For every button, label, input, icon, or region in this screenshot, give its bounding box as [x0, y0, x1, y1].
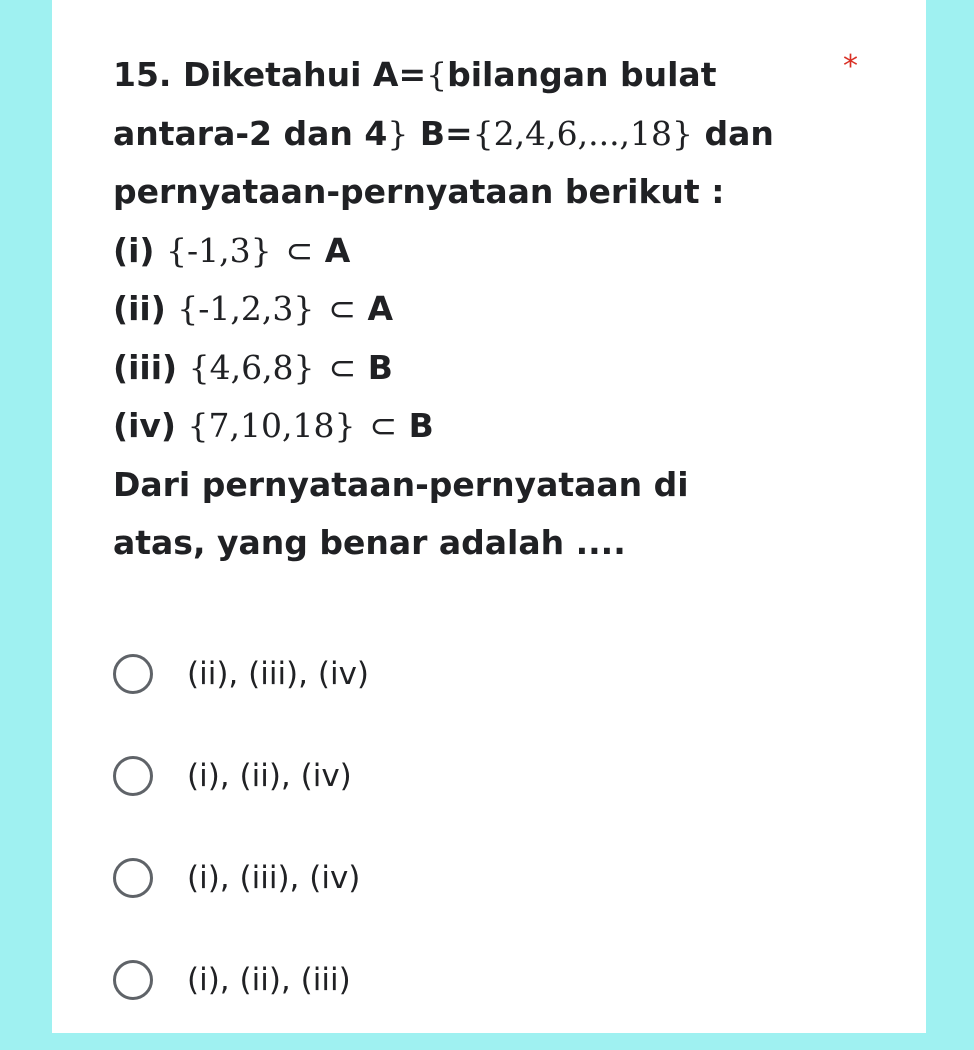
- question-text-part: B=: [408, 113, 473, 153]
- set-b-elements: {2,4,6,...,18}: [472, 113, 694, 153]
- option-label[interactable]: (i), (iii), (iv): [187, 860, 361, 896]
- question-text-part: pernyataan-pernyataan berikut :: [113, 172, 725, 211]
- statement-target-set: A: [313, 230, 351, 270]
- option-label[interactable]: (ii), (iii), (iv): [187, 656, 370, 692]
- radio-button-icon[interactable]: [113, 858, 153, 898]
- statement-set: {7,10,18}: [187, 406, 356, 445]
- radio-button-icon[interactable]: [113, 756, 153, 796]
- radio-button-icon[interactable]: [113, 654, 153, 694]
- question-line-1: [113, 46, 833, 105]
- statement-number: (i): [113, 230, 166, 270]
- question-line-2: [113, 105, 833, 164]
- subset-symbol: ⊂: [328, 347, 357, 387]
- statement-number: (ii): [113, 289, 178, 328]
- question-text: [113, 46, 833, 573]
- question-text-part: dan: [693, 113, 774, 153]
- set-brace: }: [387, 113, 409, 153]
- question-text-part: bilangan bulat: [447, 55, 717, 94]
- subset-symbol: ⊂: [285, 230, 314, 270]
- option-label[interactable]: (i), (ii), (iii): [187, 962, 351, 998]
- option-label[interactable]: (i), (ii), (iv): [187, 758, 352, 794]
- option-3[interactable]: [113, 846, 813, 910]
- question-line-9: [113, 514, 833, 573]
- subset-symbol: ⊂: [369, 406, 398, 445]
- question-text-part: Dari pernyataan-pernyataan di: [113, 464, 689, 504]
- statement-iv: [113, 397, 833, 456]
- question-line-8: [113, 456, 833, 515]
- statement-number: (iv): [113, 406, 188, 445]
- statement-set: {-1,2,3}: [177, 289, 315, 328]
- question-text-part: 15. Diketahui A=: [113, 55, 427, 94]
- answer-options: [113, 642, 813, 1050]
- subset-symbol: ⊂: [328, 289, 357, 328]
- statement-iii: [113, 339, 833, 398]
- question-line-3: [113, 163, 833, 222]
- option-1[interactable]: [113, 642, 813, 706]
- statement-ii: [113, 280, 833, 339]
- question-text-part: antara-2 dan 4: [113, 113, 388, 153]
- statement-i: [113, 222, 833, 281]
- statement-number: (iii): [113, 347, 189, 387]
- radio-button-icon[interactable]: [113, 960, 153, 1000]
- statement-target-set: B: [356, 347, 393, 387]
- statement-target-set: B: [397, 406, 434, 445]
- question-text-part: atas, yang benar adalah ....: [113, 523, 626, 562]
- required-asterisk: *: [843, 49, 858, 84]
- set-brace: {: [426, 55, 448, 94]
- statement-set: {-1,3}: [165, 230, 272, 270]
- option-2[interactable]: [113, 744, 813, 808]
- statement-target-set: A: [356, 289, 394, 328]
- statement-set: {4,6,8}: [188, 347, 315, 387]
- option-4[interactable]: [113, 948, 813, 1012]
